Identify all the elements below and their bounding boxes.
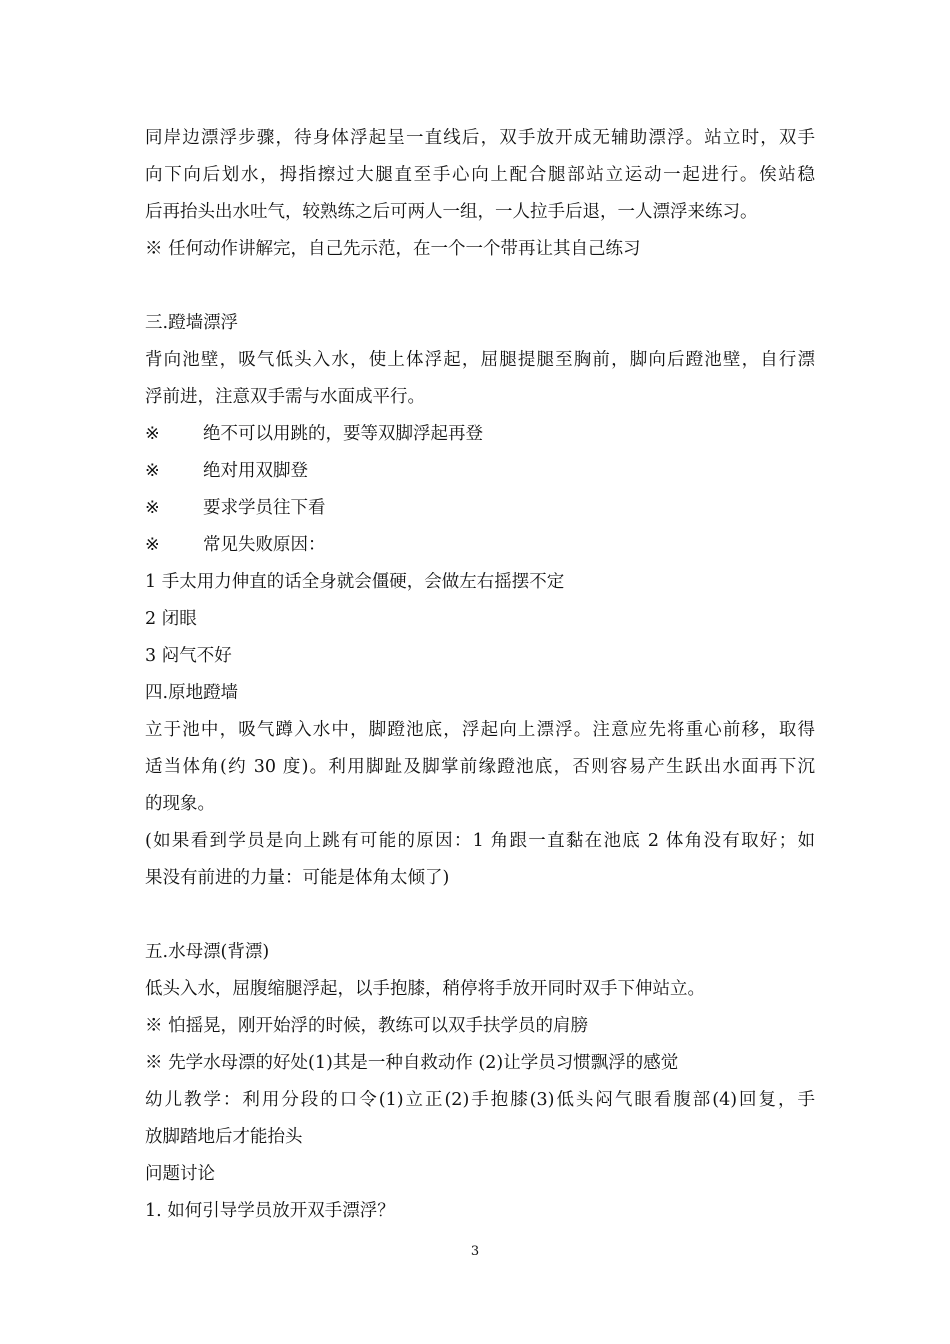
note-text: 绝对用双脚登	[203, 461, 308, 481]
paragraph-line: 同岸边漂浮步骤，待身体浮起呈一直线后，双手放开成无辅助漂浮。站立时，双手	[145, 128, 815, 148]
note-text: 绝不可以用跳的，要等双脚浮起再登	[203, 424, 483, 444]
note-line: ※ 先学水母漂的好处(1)其是一种自救动作 (2)让学员习惯飘浮的感觉	[145, 1053, 679, 1073]
paragraph-line: 的现象。	[145, 794, 215, 814]
section-heading: 五.水母漂(背漂)	[145, 942, 270, 962]
reference-mark-icon: ※	[145, 535, 160, 555]
note-item	[145, 416, 815, 453]
page-content	[145, 120, 815, 1230]
reference-mark-icon: ※	[145, 424, 160, 444]
note-text: 常见失败原因：	[203, 535, 326, 555]
paragraph-line: 放脚踏地后才能抬头	[145, 1127, 303, 1147]
page-number: 3	[470, 1244, 480, 1259]
blank-line	[145, 897, 815, 934]
reference-mark-icon: ※	[145, 498, 160, 518]
section-heading: 三.蹬墙漂浮	[145, 313, 239, 333]
list-item: 3 闷气不好	[145, 646, 232, 666]
note-line: ※ 任何动作讲解完，自己先示范，在一个一个带再让其自己练习	[145, 239, 641, 259]
reference-mark-icon: ※	[145, 461, 160, 481]
paragraph-line: 后再抬头出水吐气，较熟练之后可两人一组，一人拉手后退，一人漂浮来练习。	[145, 202, 758, 222]
paragraph-line: 背向池壁，吸气低头入水，使上体浮起，屈腿提腿至胸前，脚向后蹬池壁，自行漂	[145, 350, 815, 370]
paragraph-line: 幼儿教学：利用分段的口令(1)立正(2)手抱膝(3)低头闷气眼看腹部(4)回复，手	[145, 1090, 815, 1110]
paragraph-line: 向下向后划水，拇指擦过大腿直至手心向上配合腿部站立运动一起进行。俟站稳	[145, 165, 815, 185]
paragraph-line: 适当体角(约 30 度)。利用脚趾及脚掌前缘蹬池底，否则容易产生跃出水面再下沉	[145, 757, 815, 777]
paragraph-line: 浮前进，注意双手需与水面成平行。	[145, 387, 425, 407]
list-item: 1 手太用力伸直的话全身就会僵硬，会做左右摇摆不定	[145, 572, 565, 592]
note-text: 要求学员往下看	[203, 498, 326, 518]
paragraph-line: (如果看到学员是向上跳有可能的原因：1 角跟一直黏在池底 2 体角没有取好；如	[145, 831, 815, 851]
note-item	[145, 490, 815, 527]
list-item: 2 闭眼	[145, 609, 197, 629]
section-heading: 四.原地蹬墙	[145, 683, 239, 703]
paragraph-line: 果没有前进的力量：可能是体角太倾了)	[145, 868, 450, 888]
note-item	[145, 527, 815, 564]
question-item: 1. 如何引导学员放开双手漂浮？	[145, 1201, 395, 1221]
note-line: ※ 怕摇晃，刚开始浮的时候，教练可以双手扶学员的肩膀	[145, 1016, 589, 1036]
paragraph-line: 立于池中，吸气蹲入水中，脚蹬池底，浮起向上漂浮。注意应先将重心前移，取得	[145, 720, 815, 740]
paragraph-line: 低头入水，屈腹缩腿浮起，以手抱膝，稍停将手放开同时双手下伸站立。	[145, 979, 705, 999]
subheading: 问题讨论	[145, 1164, 215, 1184]
blank-line	[145, 268, 815, 305]
note-item	[145, 453, 815, 490]
